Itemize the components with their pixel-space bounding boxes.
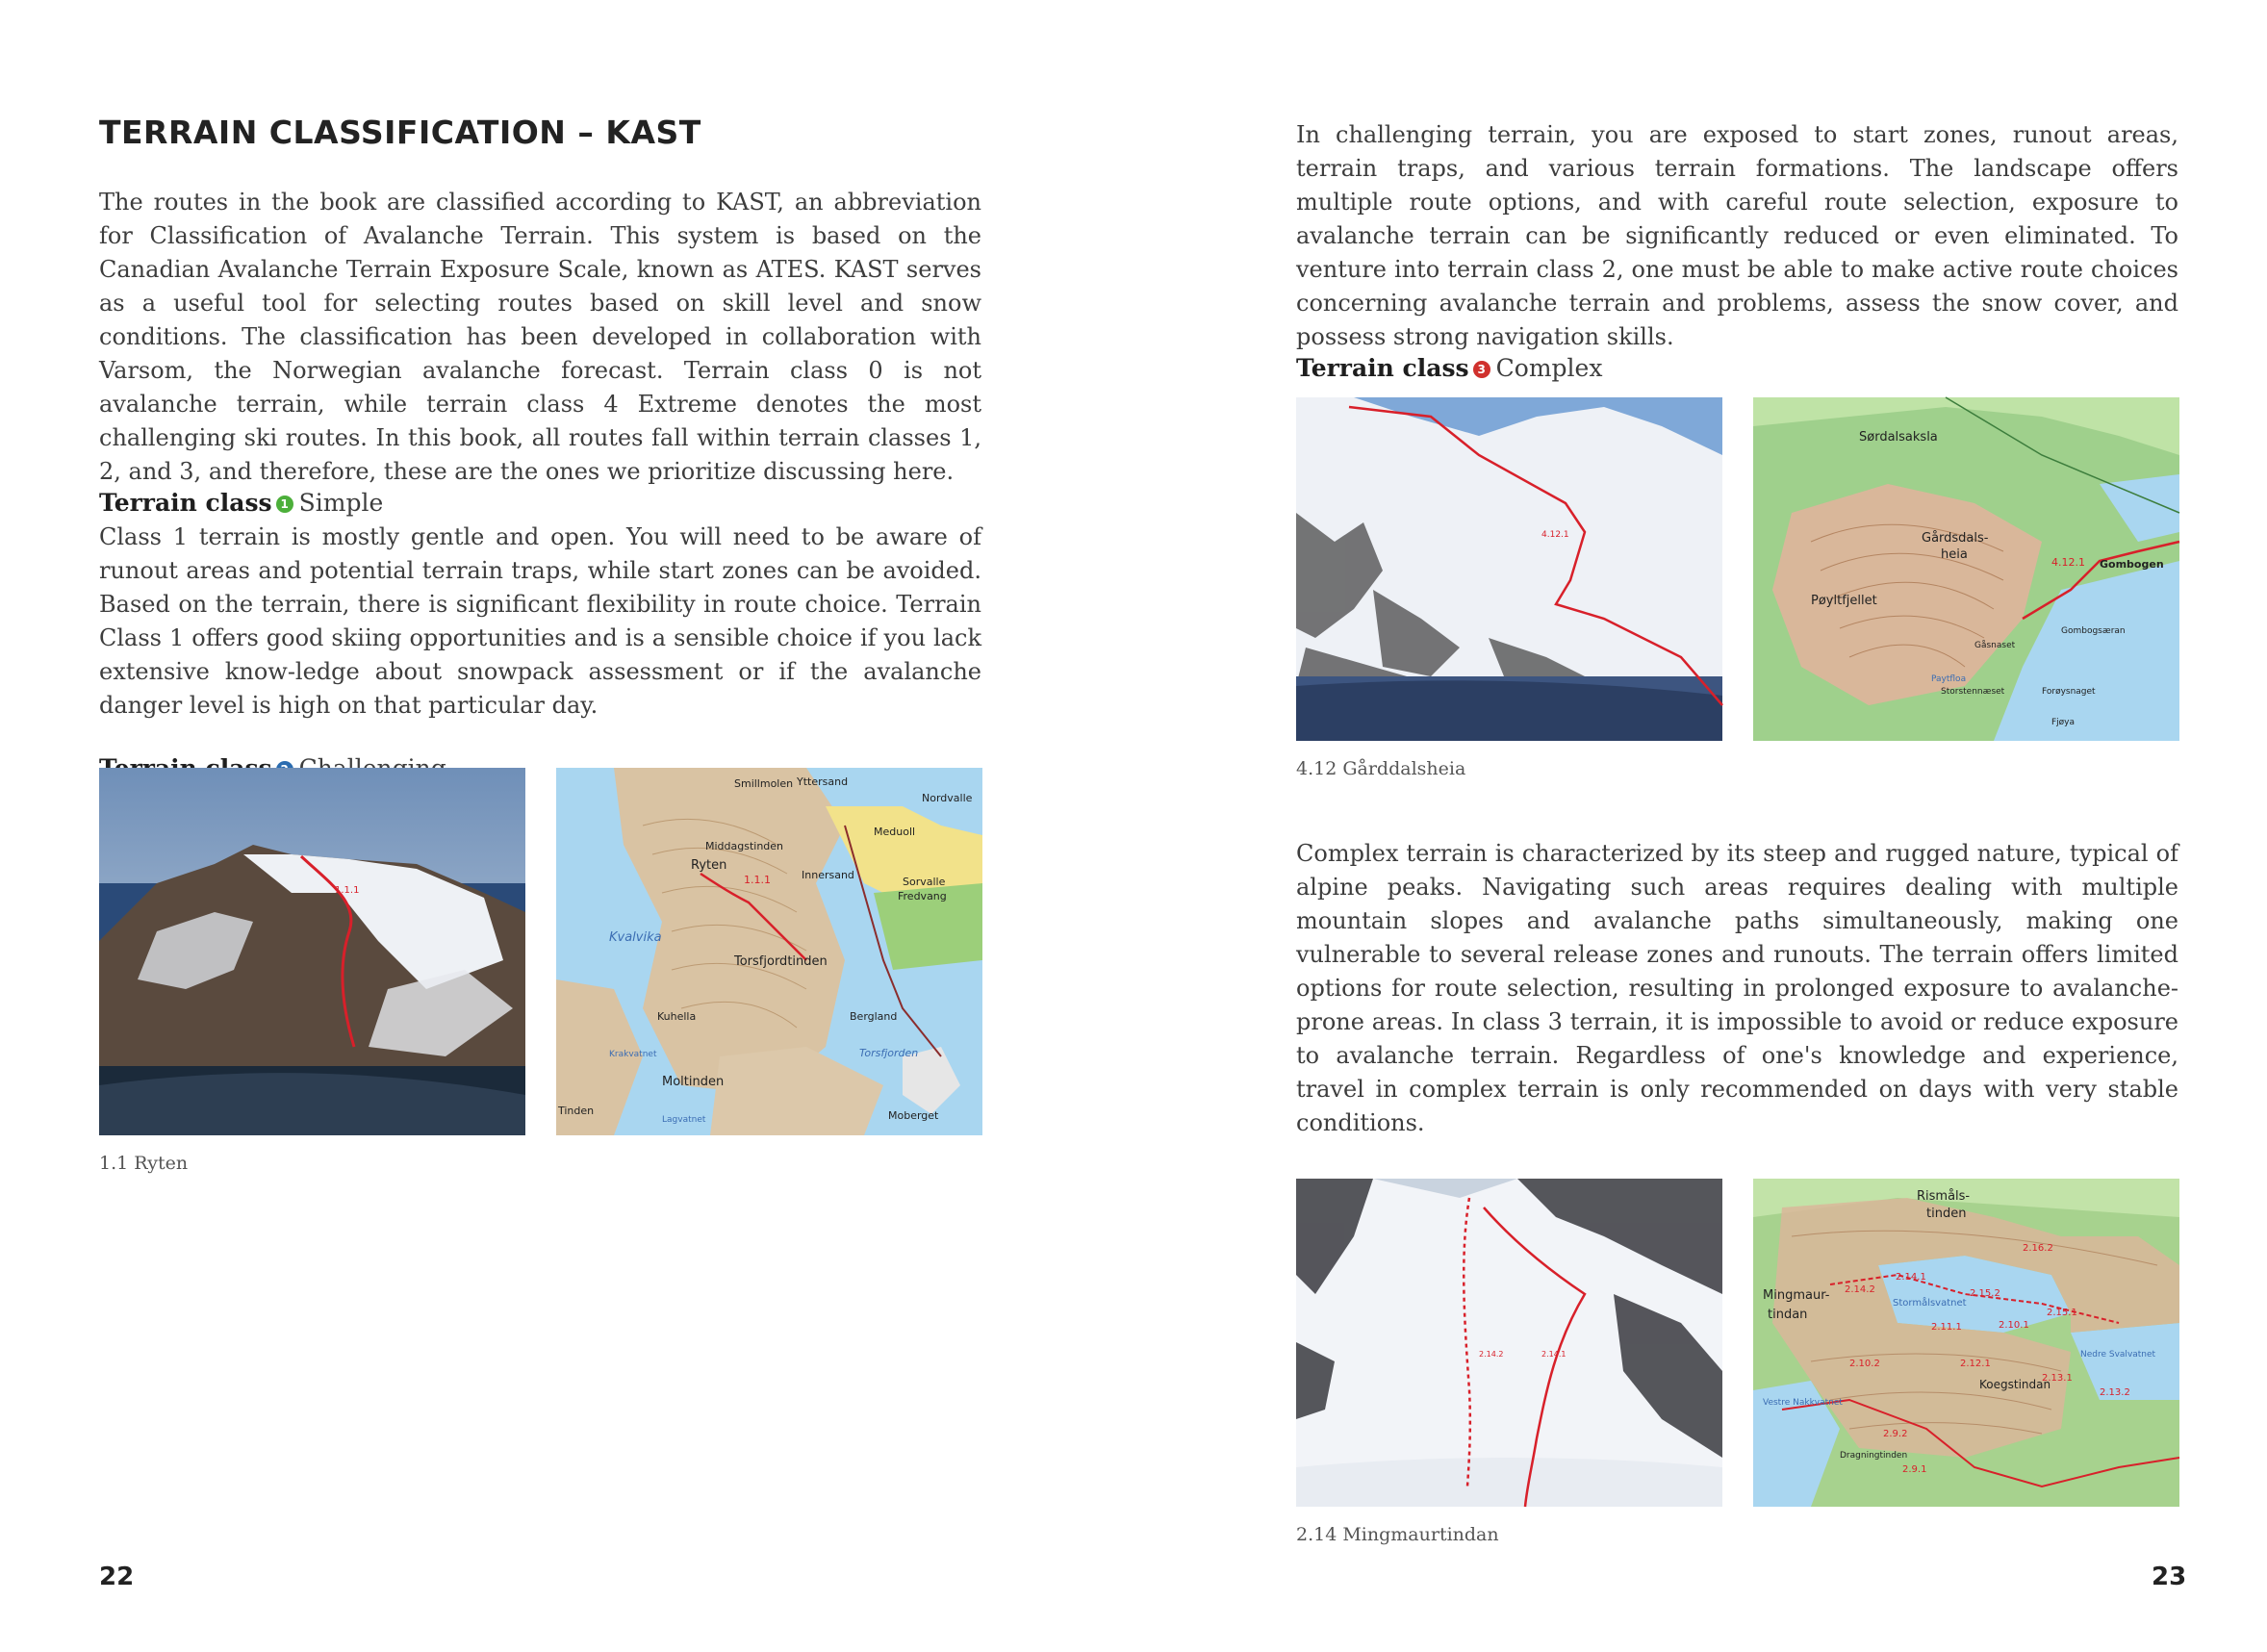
map-label: Dragningtinden	[1840, 1451, 1908, 1461]
intro-paragraph: The routes in the book are classified according to KAST, an abbreviation for Classification of Avalanche Terrain. This system is based on the Canadian Avalanche Terrain Exposure Scale, known as ATES. KAST serves as a useful tool for selecting routes based on skill level and snow conditions. The classification has been developed in collaboration with Varsom, the Norwegian avalanche forecast. Terrain class 0 is not avalanche terrain, while terrain class 4 Extreme denotes the most challenging ski routes. In this book, all routes fall within terrain classes 1, 2, and 3, and therefore, these are the ones we prioritize discussing here.	[99, 189, 981, 485]
page-title: TERRAIN CLASSIFICATION – KAST	[99, 114, 701, 151]
map-label: Meduoll	[874, 826, 916, 838]
map-label: 2.12.1	[1960, 1359, 1991, 1369]
map-label: Moltinden	[662, 1075, 725, 1089]
map-label: Pøyltfjellet	[1811, 594, 1877, 608]
map-label: 2.16.2	[2023, 1243, 2053, 1254]
terrain-class-3-heading	[1296, 354, 1602, 382]
terrain-class-label: Terrain class	[99, 489, 272, 517]
map-label: Smillmolen	[734, 777, 794, 790]
ryten-map	[556, 768, 982, 1135]
map-label: 1.1.1	[744, 874, 771, 886]
map-label: 2.15.2	[1970, 1288, 2000, 1299]
terrain-class-1-heading	[99, 489, 383, 517]
class-1-paragraph: Class 1 terrain is mostly gentle and open. You will need to be aware of runout areas and potential terrain traps, while start zones can be avoided. Based on the terrain, there is significant flexibility in route choice. Terrain Class 1 offers good skiing opportunities and is a sensible choice if you lack extensive know-ledge about snowpack assessment or if the avalanche danger level is high on that particular day.	[99, 523, 981, 719]
map-label: Ryten	[691, 858, 727, 873]
map-label: Krakvatnet	[609, 1050, 657, 1059]
map-label: Nedre Svalvatnet	[2080, 1350, 2156, 1360]
class-3-badge-icon: 3	[1473, 361, 1490, 378]
terrain-class-name: Complex	[1495, 354, 1603, 382]
mingmaurtindan-photo	[1296, 1179, 1722, 1507]
map-label: 2.10.1	[1999, 1320, 2029, 1331]
route-label: 4.12.1	[1541, 530, 1569, 540]
map-label: 2.13.1	[2042, 1373, 2073, 1384]
route-label: 1.1.1	[335, 885, 360, 896]
page-number: 23	[2152, 1563, 2187, 1591]
map-label: Middagstinden	[705, 840, 784, 852]
map-label: Stormålsvatnet	[1893, 1298, 1967, 1309]
ryten-photo	[99, 768, 525, 1135]
class-1-badge-icon: 1	[276, 496, 293, 513]
map-label: 2.9.2	[1883, 1429, 1908, 1439]
map-label: 2.10.2	[1849, 1359, 1880, 1369]
map-label: Moberget	[888, 1109, 939, 1122]
map-label: 2.14.1	[1896, 1272, 1926, 1283]
map-label: 2.13.2	[2100, 1387, 2130, 1398]
garddalsheia-map	[1753, 397, 2179, 741]
terrain-class-label: Terrain class	[1296, 354, 1469, 382]
map-label: Paytfloa	[1931, 674, 1967, 684]
map-label: Vestre Nakkvatnet	[1763, 1398, 1843, 1408]
map-label: heia	[1941, 547, 1968, 562]
figure-caption: 4.12 Gårddalsheia	[1296, 758, 1466, 779]
terrain-class-2-heading	[99, 756, 446, 768]
map-label: Bergland	[850, 1010, 898, 1023]
map-label: Fjøya	[2051, 718, 2076, 727]
map-label: Sørdalsaksla	[1859, 430, 1938, 445]
challenging-paragraph: In challenging terrain, you are exposed to start zones, runout areas, terrain traps, and various terrain formations. The landscape offers multiple route options, and with careful route selection, exposure to avalanche terrain can be significantly reduced or even eliminated. To venture into terrain class 2, one must be able to make active route choices concerning avalanche terrain and problems, assess the snow cover, and possess strong navigation skills.	[1296, 121, 2178, 350]
map-label: Koegstindan	[1979, 1378, 2051, 1391]
map-label: tinden	[1926, 1207, 1967, 1221]
page-number: 22	[99, 1563, 135, 1591]
map-label: Innersand	[802, 869, 854, 881]
map-label: 2.9.1	[1902, 1464, 1927, 1475]
map-label: Torsfjorden	[859, 1047, 919, 1059]
route-label: 2.14.1	[1541, 1350, 1567, 1359]
map-label: Torsfjordtinden	[734, 954, 828, 969]
map-label: Fredvang	[898, 890, 947, 902]
map-label: Rismåls-	[1917, 1189, 1971, 1204]
map-label: Forøysnaget	[2042, 687, 2096, 697]
garddalsheia-photo	[1296, 397, 1722, 741]
complex-paragraph: Complex terrain is characterized by its steep and rugged nature, typical of alpine peaks. Navigating such areas requires dealing with multiple mountain slopes and avalanche paths simultaneously, making one vulnerable to several release zones and runouts. The terrain offers limited options for route selection, resulting in prolonged exposure to avalanche-prone areas. In class 3 terrain, it is impossible to avoid or reduce exposure to avalanche terrain. Regardless of one's knowledge and experience, travel in complex terrain is only recommended on days with very stable conditions.	[1296, 840, 2178, 1136]
map-label: Lagvatnet	[662, 1115, 706, 1125]
map-label: Gombogen	[2100, 558, 2164, 571]
map-label: Yttersand	[797, 775, 849, 788]
mingmaurtindan-map	[1753, 1179, 2179, 1507]
map-label: Kuhella	[657, 1010, 697, 1023]
map-label: 4.12.1	[2051, 556, 2085, 569]
route-label: 2.14.2	[1479, 1350, 1504, 1359]
map-label: Gåsnaset	[1974, 641, 2016, 650]
map-label: Sorvalle	[903, 876, 946, 888]
map-label: Nordvalle	[922, 792, 973, 804]
map-label: Gårdsdals-	[1922, 531, 1989, 546]
map-label: 2.11.1	[1931, 1322, 1962, 1333]
figure-caption: 1.1 Ryten	[99, 1153, 189, 1174]
right-page	[1134, 0, 2267, 1652]
map-label: 2.14.2	[1845, 1284, 1875, 1295]
map-label: tindan	[1768, 1308, 1808, 1322]
map-label: Kvalvika	[609, 930, 662, 945]
terrain-class-name: Simple	[298, 489, 384, 517]
map-label: Storstennæset	[1941, 687, 2005, 697]
map-label: Tinden	[558, 1105, 595, 1117]
map-label: Gombogsæran	[2061, 626, 2126, 636]
figure-caption: 2.14 Mingmaurtindan	[1296, 1524, 1499, 1545]
map-label: 2.15.1	[2047, 1308, 2077, 1318]
map-label: Mingmaur-	[1763, 1288, 1830, 1303]
